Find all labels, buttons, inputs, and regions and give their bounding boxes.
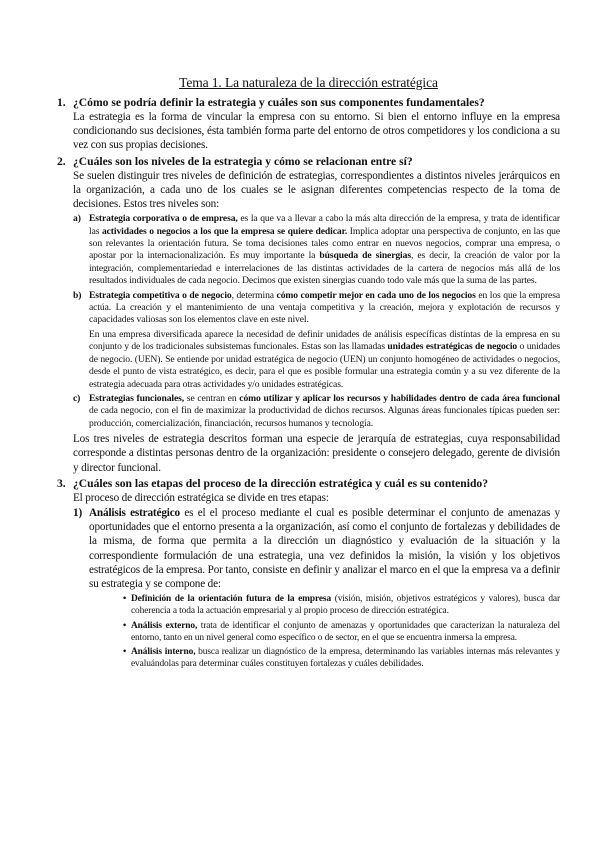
question-1-text: ¿Cómo se podría definir la estrategia y cuáles son sus componentes fundamentales? (73, 96, 485, 109)
section-3-intro: El proceso de dirección estratégica se divide en tres etapas: (73, 491, 329, 504)
question-3 (57, 476, 560, 491)
question-3-text: ¿Cuáles son las etapas del proceso de la dirección estratégica y cuál es su contenido? (73, 476, 488, 490)
question-2-number: 2. (57, 154, 66, 168)
section-2-intro: Se suelen distinguir tres niveles de definición de estrategias, correspondientes a distintos niveles jerárquicos en la organización, a cada uno de los cuales se le asignan diferentes competencias respecto de la toma de decisiones. Estos tres niveles son: (73, 169, 560, 211)
level-b-emphasis: cómo competir mejor en cada uno de los negocios (276, 289, 476, 301)
level-a-label: a) (73, 213, 81, 225)
step-1-text: es el el proceso mediante el cual es posible determinar el conjunto de amenazas y oportunidades que el entorno presenta a la organización, así como el conjunto de fortalezas y debilidades de la misma, de forma que permita a la dirección un diagnóstico y evaluación de la situación y la correspondiente formulación de una estrategia, una vez definidos la misión, la visión y los objetivos estratégicos de la empresa. Por tanto, consiste en definir y analizar el marco en el que la empresa va a definir su estrategia y se compone de: (89, 506, 560, 590)
question-2-text: ¿Cuáles son los niveles de la estrategia y cómo se relacionan entre sí? (73, 154, 413, 168)
page-title: Tema 1. La naturaleza de la dirección estratégica (179, 75, 438, 90)
question-1 (57, 95, 560, 110)
bullet-2-text: trata de identificar el conjunto de amenazas y oportunidades que caracterizan la naturaleza del entorno, tanto en un nivel general como específico o de sector, en el que se encuentra inmersa la empresa. (131, 620, 561, 643)
bullet-glyph: • (123, 594, 127, 605)
bullet-1-text: (visión, misión, objetivos estratégicos y valores), busca dar coherencia a toda la actuación empresarial y al propio proceso de dirección estratégica. (131, 594, 561, 617)
bullet-item (123, 620, 561, 644)
level-a-emphasis: actividades o negocios a los que la empresa se quiere dedicar. (101, 225, 348, 237)
level-b-term: Estrategia competitiva o de negocio (89, 289, 232, 301)
level-b-text-2: en los que la empresa actúa. La creación y el mantenimiento de una ventaja competitiva y la creación, mejora y explotación de recursos y capacidades valiosas son los elementos clave en este nivel. (89, 289, 560, 326)
level-b-text-1: , determina (231, 289, 277, 301)
uen-term: unidades estratégicas de negocio (387, 341, 518, 353)
level-b-p2-text-1: En una empresa diversificada aparece la necesidad de definir unidades de análisis específicas distintas de la empresa en su conjunto y de los tradicionales subsistemas funcionales. Estas son las llamadas (89, 328, 560, 353)
level-c-label: c) (73, 392, 81, 404)
step-1-label: 1) (73, 506, 83, 519)
level-c-term: Estrategias funcionales, (89, 392, 185, 404)
level-a-term: Estrategia corporativa o de empresa, (89, 213, 238, 225)
question-3-number: 3. (57, 476, 66, 490)
step-1 (73, 506, 560, 591)
level-a-synergy-term: búsqueda de sinergias (319, 250, 411, 262)
level-b-label: b) (73, 289, 82, 301)
bullet-glyph: • (123, 646, 127, 657)
level-b-paragraph-2 (89, 329, 560, 391)
bullet-glyph: • (123, 620, 127, 631)
question-1-number: 1. (57, 96, 66, 109)
level-c (73, 393, 560, 430)
level-b-p2-text-2: o unidades de negocio. (UEN). Se entiende por unidad estratégica de negocio (UEN) un conjunto homogéneo de actividades o negocios, desde el punto de vista estratégico, es decir, para el que es posible formular una estrategia común y a su vez diferente de la estrategia adecuada para otras actividades y/o unidades estratégicas. (89, 341, 560, 390)
section-2-closing: Los tres niveles de estrategia descritos forman una especie de jerarquía de estrategias, cuya responsabilidad corresponde a distintas personas dentro de la organización: presidente o consejero delegado, gerente de división y director funcional. (73, 433, 560, 474)
bullet-2-term: Análisis externo, (131, 620, 198, 631)
bullet-3-term: Análisis interno, (131, 646, 196, 657)
bullet-item (123, 593, 561, 617)
level-a-text-3: , es decir, la creación de valor por la integración, complementariedad e interrelaciones de las distintas actividades de la cartera de negocios más allá de los resultados individuales de cada negocio. Decimos que existen sinergias cuando todo vale más que la suma de las partes. (89, 250, 560, 287)
level-c-text-1: se centran en (184, 392, 240, 404)
level-b (73, 290, 560, 327)
bullet-item (123, 646, 560, 670)
level-c-text-2: de cada negocio, con el fin de maximizar la productividad de dichos recursos. Algunas áreas funcionales típicas pueden ser: producción, comercialización, financiación, recursos humanos y tecnología. (89, 405, 560, 429)
level-a-text-2: Implica adoptar una perspectiva de conjunto, en las que son relevantes la orientación futura. Se toma decisiones tales como entrar en nuevos negocios, comprar una empresa, o apostar por la internacionalización. Es muy importante la (89, 225, 561, 262)
level-a (73, 213, 560, 287)
level-a-text-1: es la que va a llevar a cabo la más alta dirección de la empresa, y trata de identificar las (89, 213, 560, 237)
step-1-term: Análisis estratégico (89, 506, 180, 519)
bullet-3-text: busca realizar un diagnóstico de la empresa, determinando las variables internas más relevantes y evaluándolas para determinar cuáles constituyen fortalezas y cuáles debilidades. (131, 646, 560, 670)
level-c-emphasis: cómo utilizar y aplicar los recursos y habilidades dentro de cada área funcional (239, 392, 560, 404)
section-1-paragraph: La estrategia es la forma de vincular la empresa con su entorno. Si bien el entorno influye en la empresa condicionando sus decisiones, ésta también forma parte del entorno de otros competidores y los condiciona a su vez con sus propias decisiones. (73, 111, 560, 152)
question-2 (57, 154, 560, 169)
bullet-1-term: Definición de la orientación futura de la empresa (131, 594, 332, 605)
